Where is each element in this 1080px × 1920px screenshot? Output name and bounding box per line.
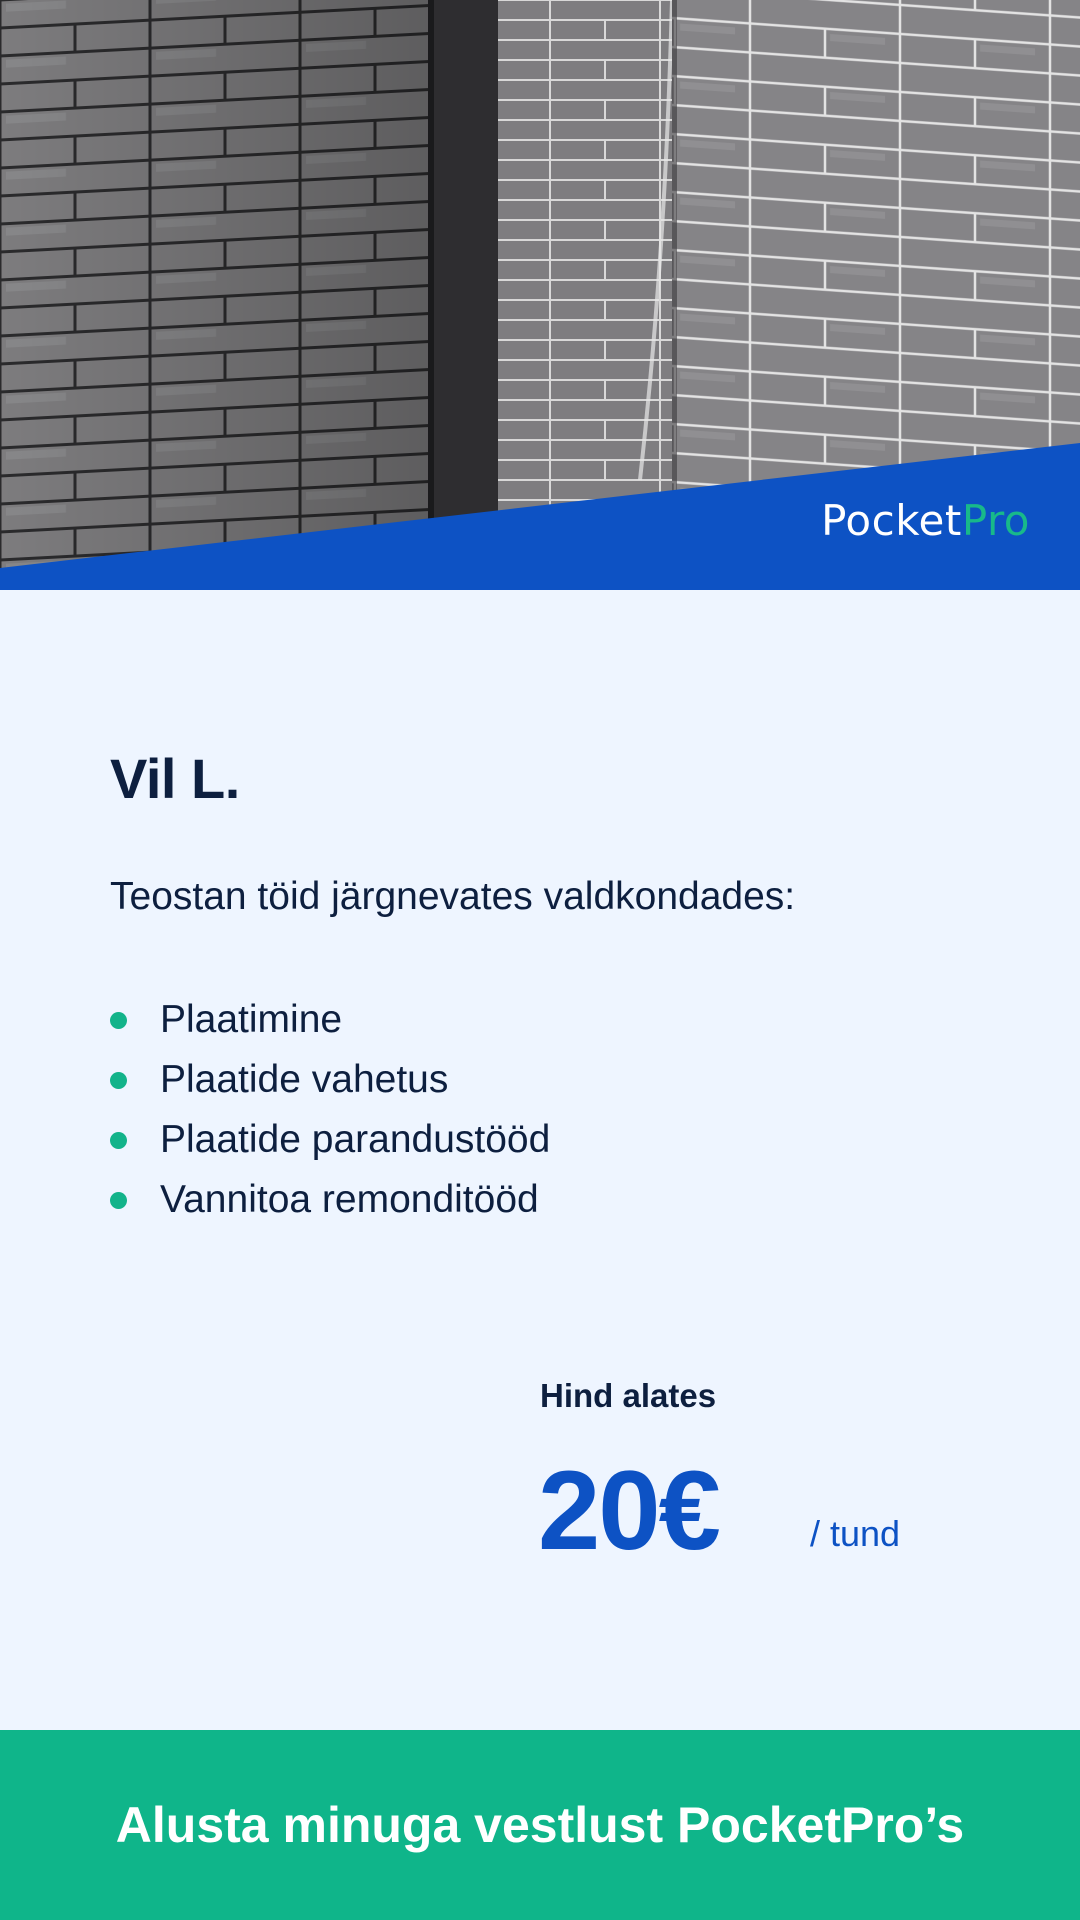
service-item — [110, 1050, 550, 1110]
logo-text-pocket: Pocket — [821, 496, 962, 545]
price-label: Hind alates — [540, 1377, 717, 1414]
service-label: Plaatide parandustööd — [160, 1118, 551, 1161]
bullet-dot-icon — [110, 1132, 127, 1149]
service-label: Plaatimine — [160, 998, 343, 1041]
service-item — [110, 1110, 550, 1170]
pocketpro-logo — [821, 496, 1030, 545]
service-label: Plaatide vahetus — [160, 1058, 449, 1101]
services-list — [110, 990, 550, 1230]
service-item — [110, 1170, 550, 1230]
start-chat-button[interactable]: Alusta minuga vestlust PocketPro’s — [0, 1730, 1080, 1920]
bullet-dot-icon — [110, 1072, 127, 1089]
provider-name: Vil L. — [110, 747, 240, 810]
service-label: Vannitoa remonditööd — [160, 1178, 539, 1221]
bullet-dot-icon — [110, 1192, 127, 1209]
bullet-dot-icon — [110, 1012, 127, 1029]
services-intro: Teostan töid järgnevates valdkondades: — [110, 875, 796, 918]
price-unit: / tund — [810, 1513, 901, 1554]
logo-text-pro: Pro — [961, 496, 1030, 545]
service-item — [110, 990, 550, 1050]
hero-banner — [0, 0, 1080, 590]
price-amount: 20€ — [538, 1448, 719, 1573]
